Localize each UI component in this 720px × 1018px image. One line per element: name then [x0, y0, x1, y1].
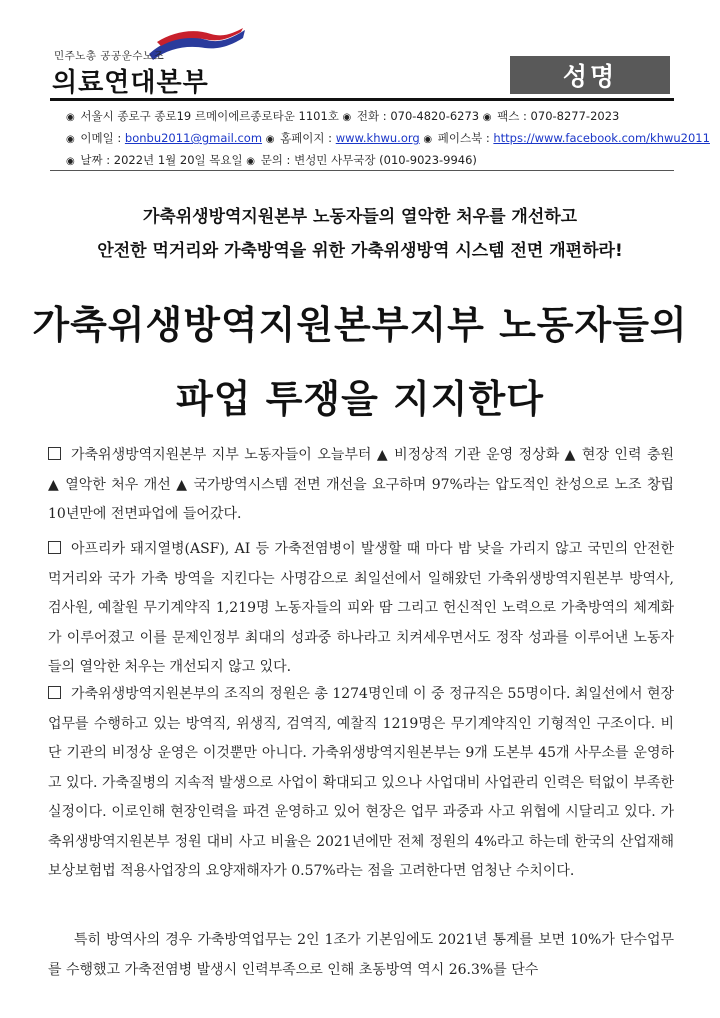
contact-line-address [66, 108, 676, 124]
header-divider [50, 98, 674, 101]
paragraph-2-text: 아프리카 돼지열병(ASF), AI 등 가축전염병이 발생할 때 마다 밤 낮을 가리지 않고 국민의 안전한 먹거리와 국가 가축 방역을 지킨다는 사명감으로 최일선에서 일해왔던 가축위생방역지원본부 방역사, 검사원, 예찰원 무기계약직 1,219명 노동자들의 피와 땀 그리고 헌신적인 노력으로 가축방역의 체계화가 이루어졌고 이를 문제인정부 최대의 성과중 하나라고 치켜세우면서도 정작 성과를 이루어낸 노동자들의 열악한 처우는 개선되지 않고 있다. [48, 541, 674, 675]
paragraph-3 [48, 680, 674, 887]
fax-text: 팩스 : 070-8277-2023 [497, 109, 620, 123]
circle-bullet-icon: ◉ [66, 156, 75, 167]
paragraph-1 [48, 441, 674, 530]
email-link[interactable]: bonbu2011@gmail.com [124, 131, 263, 145]
paragraph-2 [48, 535, 674, 683]
org-name: 의료연대본부 [52, 68, 209, 98]
circle-bullet-icon: ◉ [66, 112, 75, 123]
phone-text: 전화 : 070-4820-6273 [356, 109, 480, 123]
org-sub-label: 민주노총 공공운수노조 [54, 50, 165, 62]
circle-bullet-icon: ◉ [482, 112, 492, 123]
circle-bullet-icon: ◉ [423, 134, 433, 145]
inquiry-text: 문의 : 변성민 사무국장 (010-9023-9946) [260, 153, 477, 167]
main-title-line-1: 가축위생방역지원본부지부 노동자들의 [32, 303, 688, 347]
facebook-link[interactable]: https://www.facebook.com/khwu2011 [493, 131, 710, 145]
facebook-label: 페이스북 : [437, 131, 494, 145]
circle-bullet-icon: ◉ [265, 134, 275, 145]
homepage-link[interactable]: www.khwu.org [335, 131, 420, 145]
paragraph-4 [48, 926, 674, 985]
subtitle-line-1: 가축위생방역지원본부 노동자들의 열악한 처우를 개선하고 [142, 207, 578, 227]
checkbox-bullet-icon [48, 447, 61, 460]
main-title-line-2: 파업 투쟁을 지지한다 [176, 377, 544, 421]
checkbox-bullet-icon [48, 541, 61, 554]
contact-line-web [66, 130, 710, 146]
union-logo [52, 28, 252, 98]
date-text: 날짜 : 2022년 1월 20일 목요일 [80, 153, 243, 167]
address-text: 서울시 종로구 종로19 르메이에르종로타운 1101호 [80, 109, 339, 123]
contact-divider [50, 170, 674, 171]
contact-line-date [66, 152, 676, 168]
homepage-label: 홈페이지 : [280, 131, 336, 145]
circle-bullet-icon: ◉ [342, 112, 352, 123]
circle-bullet-icon: ◉ [246, 156, 256, 167]
email-label: 이메일 : [80, 131, 125, 145]
paragraph-4-text: 특히 방역사의 경우 가축방역업무는 2인 1조가 기본임에도 2021년 통계를 보면 10%가 단수업무를 수행했고 가축전염병 발생시 인력부족으로 인해 초동방역 역시 26.3%를 단수 [48, 932, 674, 978]
statement-badge: 성명 [510, 56, 670, 94]
letterhead [0, 0, 720, 100]
paragraph-1-text: 가축위생방역지원본부 지부 노동자들이 오늘부터 ▲ 비정상적 기관 운영 정상화 ▲ 현장 인력 충원 ▲ 열악한 처우 개선 ▲ 국가방역시스템 전면 개선을 요구하며 97%라는 압도적인 찬성으로 노조 창립 10년만에 전면파업에 들어갔다. [48, 447, 674, 522]
checkbox-bullet-icon [48, 686, 61, 699]
subtitle-line-2: 안전한 먹거리와 가축방역을 위한 가축위생방역 시스템 전면 개편하라! [97, 241, 623, 261]
paragraph-3-text: 가축위생방역지원본부의 조직의 정원은 총 1274명인데 이 중 정규직은 55명이다. 최일선에서 현장업무를 수행하고 있는 방역직, 위생직, 검역직, 예찰직 1219명은 무기계약직인 기형적인 구조이다. 비단 기관의 비정상 운영은 이것뿐만 아니다. 가축위생방역지원본부는 9개 도본부 45개 사무소를 운영하고 있다. 가축질병의 지속적 발생으로 사업이 확대되고 있으나 사업대비 사업관리 인력은 턱없이 부족한 실정이다. 이로인해 현장인력을 파견 운영하고 있어 현장은 업무 과중과 사고 위협에 시달리고 있다. 가축위생방역지원본부 정원 대비 사고 비율은 2021년에만 전체 정원의 4%라고 하는데 한국의 산업재해보상보험법 적용사업장의 요양재해자가 0.57%라는 점을 고려한다면 엄청난 수치이다. [48, 686, 674, 879]
circle-bullet-icon: ◉ [66, 134, 75, 145]
